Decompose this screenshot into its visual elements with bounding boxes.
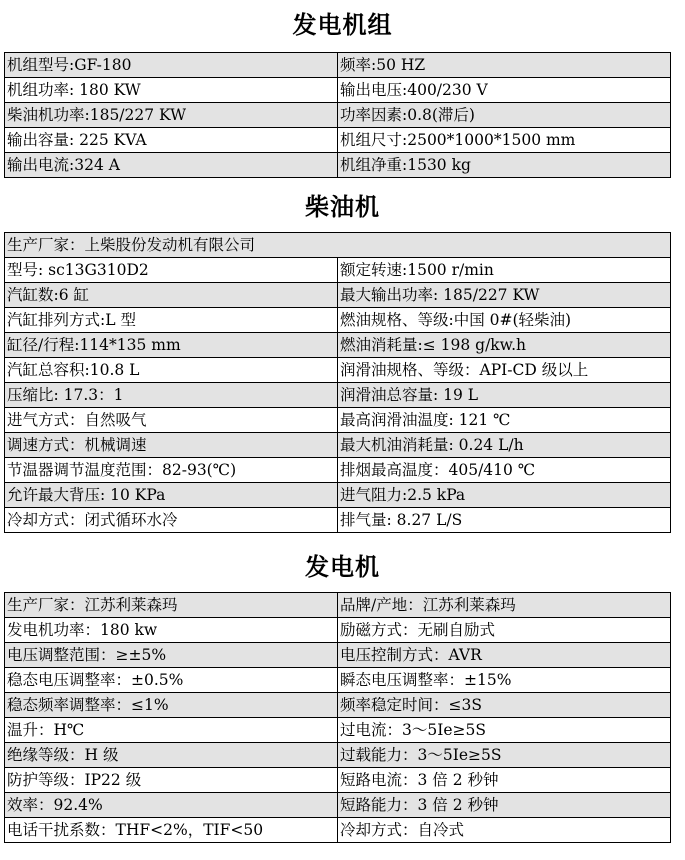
table-row <box>5 458 671 483</box>
spec-cell: 机组型号:GF-180 <box>5 53 338 78</box>
table-row <box>5 593 671 618</box>
spec-cell: 输出电流:324 A <box>5 153 338 178</box>
table-row <box>5 258 671 283</box>
spec-cell: 进气阻力:2.5 kPa <box>338 483 671 508</box>
spec-cell: 频率:50 HZ <box>338 53 671 78</box>
spec-cell: 压缩比: 17.3：1 <box>5 383 338 408</box>
spec-cell: 润滑油规格、等级：API-CD 级以上 <box>338 358 671 383</box>
spec-cell: 额定转速:1500 r/min <box>338 258 671 283</box>
spec-cell: 排烟最高温度：405/410 ℃ <box>338 458 671 483</box>
spec-cell: 机组净重:1530 kg <box>338 153 671 178</box>
spec-cell: 润滑油总容量: 19 L <box>338 383 671 408</box>
spec-cell: 防护等级：IP22 级 <box>5 768 338 793</box>
table-row <box>5 128 671 153</box>
spec-cell: 汽缸排列方式:L 型 <box>5 308 338 333</box>
spec-cell: 效率：92.4% <box>5 793 338 818</box>
spec-cell: 过电流：3～5Ie≥5S <box>338 718 671 743</box>
table-row <box>5 818 671 843</box>
spec-cell: 品牌/产地：江苏利莱森玛 <box>338 593 671 618</box>
table-row <box>5 408 671 433</box>
spec-cell: 过载能力：3～5Ie≥5S <box>338 743 671 768</box>
spec-cell: 汽缸数:6 缸 <box>5 283 338 308</box>
spec-cell: 短路电流：3 倍 2 秒钟 <box>338 768 671 793</box>
table-row <box>5 333 671 358</box>
alternator-spec-table <box>4 592 671 843</box>
table-row <box>5 643 671 668</box>
table-row <box>5 693 671 718</box>
table-row <box>5 618 671 643</box>
table-row <box>5 768 671 793</box>
spec-cell: 柴油机功率:185/227 KW <box>5 103 338 128</box>
spec-cell: 节温器调节温度范围：82-93(℃) <box>5 458 338 483</box>
spec-cell: 调速方式：机械调速 <box>5 433 338 458</box>
table-row <box>5 793 671 818</box>
table-row <box>5 283 671 308</box>
spec-cell: 瞬态电压调整率：±15% <box>338 668 671 693</box>
diesel-engine-spec-table <box>4 232 671 533</box>
spec-cell: 温升：H℃ <box>5 718 338 743</box>
table-row <box>5 308 671 333</box>
section-title-genset: 发电机组 <box>292 10 393 39</box>
spec-cell: 冷却方式：闭式循环水冷 <box>5 508 338 533</box>
manufacturer-cell: 生产厂家：上柴股份发动机有限公司 <box>5 233 671 258</box>
spec-cell: 绝缘等级：H 级 <box>5 743 338 768</box>
spec-cell: 励磁方式：无刷自励式 <box>338 618 671 643</box>
table-row <box>5 508 671 533</box>
spec-cell: 汽缸总容积:10.8 L <box>5 358 338 383</box>
spec-cell: 冷却方式：自冷式 <box>338 818 671 843</box>
spec-cell: 稳态频率调整率：≤1% <box>5 693 338 718</box>
spec-cell: 进气方式：自然吸气 <box>5 408 338 433</box>
section-title-alternator: 发电机 <box>305 552 380 581</box>
spec-cell: 频率稳定时间：≤3S <box>338 693 671 718</box>
spec-cell: 电压调整范围：≥±5% <box>5 643 338 668</box>
table-row <box>5 233 671 258</box>
spec-cell: 短路能力：3 倍 2 秒钟 <box>338 793 671 818</box>
spec-cell: 输出容量: 225 KVA <box>5 128 338 153</box>
spec-cell: 排气量: 8.27 L/S <box>338 508 671 533</box>
section-title-diesel-engine: 柴油机 <box>305 192 380 221</box>
spec-cell: 最大输出功率: 185/227 KW <box>338 283 671 308</box>
table-row <box>5 743 671 768</box>
spec-cell: 燃油消耗量:≤ 198 g/kw.h <box>338 333 671 358</box>
spec-cell: 最高润滑油温度: 121 ℃ <box>338 408 671 433</box>
table-row <box>5 358 671 383</box>
table-row <box>5 718 671 743</box>
table-row <box>5 153 671 178</box>
table-row <box>5 433 671 458</box>
spec-cell: 电话干扰系数：THF<2%，TIF<50 <box>5 818 338 843</box>
spec-cell: 型号: sc13G310D2 <box>5 258 338 283</box>
table-row <box>5 668 671 693</box>
spec-cell: 电压控制方式：AVR <box>338 643 671 668</box>
spec-cell: 稳态电压调整率：±0.5% <box>5 668 338 693</box>
table-row <box>5 383 671 408</box>
table-row <box>5 53 671 78</box>
spec-cell: 燃油规格、等级:中国 0#(轻柴油) <box>338 308 671 333</box>
spec-cell: 功率因素:0.8(滞后) <box>338 103 671 128</box>
spec-cell: 输出电压:400/230 V <box>338 78 671 103</box>
spec-cell: 发电机功率：180 kw <box>5 618 338 643</box>
spec-cell: 机组功率: 180 KW <box>5 78 338 103</box>
spec-cell: 允许最大背压: 10 KPa <box>5 483 338 508</box>
spec-cell: 机组尺寸:2500*1000*1500 mm <box>338 128 671 153</box>
spec-cell: 最大机油消耗量: 0.24 L/h <box>338 433 671 458</box>
spec-cell: 生产厂家：江苏利莱森玛 <box>5 593 338 618</box>
table-row <box>5 103 671 128</box>
spec-cell: 缸径/行程:114*135 mm <box>5 333 338 358</box>
genset-spec-table <box>4 52 671 178</box>
table-row <box>5 78 671 103</box>
table-row <box>5 483 671 508</box>
